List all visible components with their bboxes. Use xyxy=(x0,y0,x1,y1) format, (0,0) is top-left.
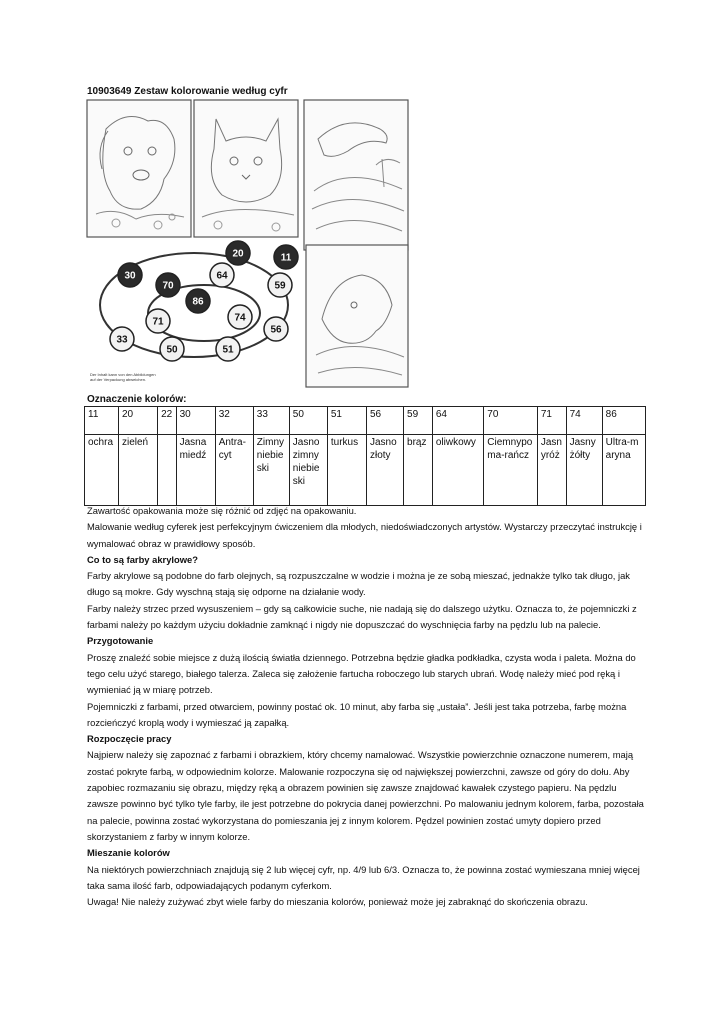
paragraph-intro: Malowanie według cyferek jest perfekcyjnym ćwiczeniem dla młodych, niedoświadczonych artystów. Wystarczy przeczytać instrukcję i wymalować obraz w prawidłowy sposób. xyxy=(87,521,642,549)
section-heading-acrylic: Co to są farby akrylowe? xyxy=(87,553,198,565)
color-name-row xyxy=(85,435,646,506)
color-name-cell: turkus xyxy=(327,435,366,506)
paint-pot xyxy=(216,337,240,361)
color-name-cell: Jasnyżółty xyxy=(566,435,602,506)
color-number-cell: 51 xyxy=(327,407,366,435)
color-name-cell: Jasnamiedź xyxy=(176,435,215,506)
paint-pot-number: 30 xyxy=(124,270,136,282)
color-name-cell: Jasnozłoty xyxy=(366,435,403,506)
paint-pot-number: 64 xyxy=(216,270,228,282)
color-name-cell: Jasnyróż xyxy=(537,435,566,506)
paragraph-start: Najpierw należy się zapoznać z farbami i obrazkiem, który chcemy namalować. Wszystkie powierzchnie oznaczone numerem, mają zostać pokryte farbą, w odpowiednim kolorze. Malowanie rozpoczyna się od największej powierzchni, zawsze od góry do dołu. Aby zapobiec rozmazaniu się obrazu, między ręką a obrazem powinien się zawsze znajdować kawałek czystego papieru. Na pędzlu zawsze powinno być tylko tyle farby, ile jest potrzebne do pokrycia danej powierzchni. Po malowaniu jednym kolorem, farba, pozostała na palecie, powinna zostać wykorzystana do pomieszania jej z innym kolorem. Pędzel powinien zostać umyty dopiero przed skorzystaniem z farby w innym kolorze. xyxy=(87,749,644,842)
color-number-cell: 64 xyxy=(432,407,483,435)
paint-pot-number: 20 xyxy=(232,248,244,260)
paragraph-acrylic-2: Farby należy strzec przed wysuszeniem – gdy są całkowicie suche, nie nadają się do dalszego użytku. Oznacza to, że pojemniczki z farbami należy po każdym użyciu dokładnie zamknąć i nigdy nie dopuszczać do wyschnięcia farby na pędzlu lub na palecie. xyxy=(87,602,637,631)
paragraph-warning: Uwaga! Nie należy zużywać zbyt wiele farby do mieszania kolorów, ponieważ może jej zabraknąć do skończenia obrazu. xyxy=(87,896,588,908)
color-name-cell xyxy=(158,435,177,506)
paint-pot xyxy=(268,273,292,297)
paint-pot-number: 71 xyxy=(152,316,164,328)
paragraph-acrylic-1: Farby akrylowe są podobne do farb olejnych, są rozpuszczalne w wodzie i można je ze sobą mieszać, jednakże tylko tak długo, jak długo są mokre. Gdy wyschną stają się odporne na działanie wody. xyxy=(87,570,630,598)
color-name-cell: zieleń xyxy=(118,435,157,506)
paint-pot xyxy=(160,337,184,361)
paint-pot-number: 56 xyxy=(270,324,282,336)
paint-pot-number: 11 xyxy=(280,252,292,264)
color-number-cell: 56 xyxy=(366,407,403,435)
paint-pot xyxy=(274,245,298,269)
color-number-cell: 70 xyxy=(484,407,538,435)
color-number-cell: 20 xyxy=(118,407,157,435)
paint-pot-number: 74 xyxy=(234,312,246,324)
paint-pot xyxy=(146,309,170,333)
paragraph-preparation-2: Pojemniczki z farbami, przed otwarciem, powinny postać ok. 10 minut, aby farba się „ustała”. Jeśli jest taka potrzeba, farbę można rozcieńczyć kroplą wody i wymieszać ją zapałką. xyxy=(87,700,627,728)
paint-pot xyxy=(186,289,210,313)
color-name-cell: oliwkowy xyxy=(432,435,483,506)
color-number-cell: 59 xyxy=(404,407,433,435)
paint-pot-number: 51 xyxy=(222,344,234,356)
color-number-cell: 22 xyxy=(158,407,177,435)
color-name-cell: ochra xyxy=(85,435,119,506)
horse-coloring-page xyxy=(306,245,408,387)
color-name-cell: brąz xyxy=(404,435,433,506)
color-number-cell: 86 xyxy=(602,407,645,435)
paragraph-preparation-1: Proszę znaleźć sobie miejsce z dużą ilością światła dziennego. Potrzebna będzie gładka podkładka, czysta woda i paleta. Można do tego celu użyć starego, białego talerza. Zaleca się założenie fartucha roboczego lub starych ubrań. Wodę należy mieć pod ręką i wymieniać ją w miarę potrzeb. xyxy=(87,651,636,696)
paint-pot xyxy=(110,327,134,351)
color-name-cell: Zimnyniebieski xyxy=(253,435,289,506)
paragraph-mixing: Na niektórych powierzchniach znajdują się 2 lub więcej cyfr, np. 4/9 lub 6/3. Oznacza to, że powinna zostać wymieszana mniej więcej taka sama ilość farb, odpowiadających podanym cyferkom. xyxy=(87,863,640,891)
color-name-cell: Ultra-maryna xyxy=(602,435,645,506)
cat-coloring-page xyxy=(194,100,298,237)
paint-pot xyxy=(118,263,142,287)
instructions-text xyxy=(87,503,647,910)
color-number-row xyxy=(85,407,646,435)
paint-pots-ring xyxy=(100,241,298,361)
paint-pot-number: 70 xyxy=(162,280,174,292)
color-number-cell: 50 xyxy=(289,407,327,435)
color-legend-heading: Oznaczenie kolorów: xyxy=(87,394,187,405)
document-title: 10903649 Zestaw kolorowanie według cyfr xyxy=(87,86,288,97)
paint-pot-number: 50 xyxy=(166,344,178,356)
section-heading-start: Rozpoczęcie pracy xyxy=(87,733,172,745)
paint-pot-number: 86 xyxy=(192,296,204,308)
color-number-cell: 11 xyxy=(85,407,119,435)
color-name-cell: Ciemnypoma-rańcz xyxy=(484,435,538,506)
paint-pot xyxy=(210,263,234,287)
color-number-cell: 74 xyxy=(566,407,602,435)
dolphin-coloring-page xyxy=(304,100,408,250)
paint-pot xyxy=(228,305,252,329)
paint-pot xyxy=(156,273,180,297)
paint-pot xyxy=(226,241,250,265)
color-number-cell: 32 xyxy=(215,407,253,435)
color-name-cell: Antra-cyt xyxy=(215,435,253,506)
color-number-cell: 30 xyxy=(176,407,215,435)
section-heading-mixing: Mieszanie kolorów xyxy=(87,847,170,859)
color-number-cell: 33 xyxy=(253,407,289,435)
color-name-cell: Jasnozimnyniebieski xyxy=(289,435,327,506)
paint-pot-number: 33 xyxy=(116,334,128,346)
product-illustration xyxy=(86,99,412,391)
illustration-caption: Der Inhalt kann von den Abbildungen auf der Verpackung abweichen. xyxy=(90,372,156,382)
paint-pot xyxy=(264,317,288,341)
paragraph-packaging-note: Zawartość opakowania może się różnić od zdjęć na opakowaniu. xyxy=(87,505,357,516)
color-number-cell: 71 xyxy=(537,407,566,435)
section-heading-preparation: Przygotowanie xyxy=(87,635,154,647)
puppy-coloring-page xyxy=(87,100,191,237)
color-legend-table xyxy=(84,406,646,506)
paint-pot-number: 59 xyxy=(274,280,286,292)
